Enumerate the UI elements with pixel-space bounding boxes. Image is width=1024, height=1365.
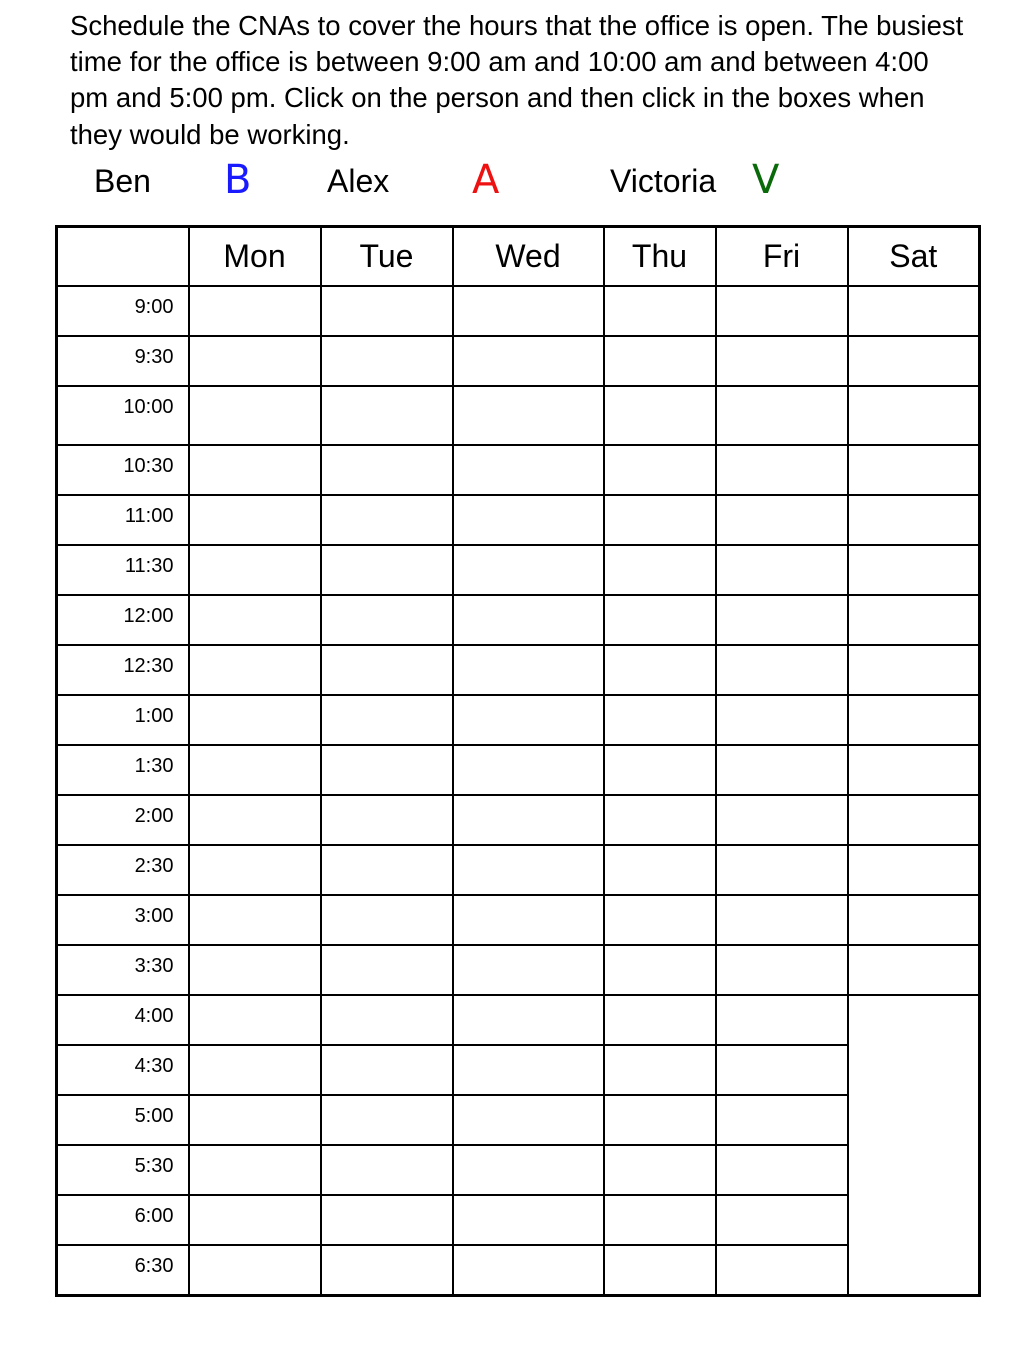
- slot-fri[interactable]: [716, 286, 848, 336]
- instructions-text: Schedule the CNAs to cover the hours that the office is open. The busiest time for the office is between 9:00 am and 10:00 am and between 4:00 pm and 5:00 pm. Click on the person and then click in the boxes when they would be working.: [70, 10, 964, 150]
- time-row: [57, 336, 980, 386]
- slot-sat[interactable]: [848, 495, 980, 545]
- slot-tue[interactable]: [321, 945, 453, 995]
- slot-fri[interactable]: [716, 1095, 848, 1145]
- slot-thu[interactable]: [604, 945, 716, 995]
- slot-fri[interactable]: [716, 795, 848, 845]
- time-row: [57, 895, 980, 945]
- time-label: 11:30: [57, 545, 189, 595]
- slot-sat[interactable]: [848, 445, 980, 495]
- time-label: 4:00: [57, 995, 189, 1045]
- slot-mon[interactable]: [189, 695, 321, 745]
- time-label: 5:30: [57, 1145, 189, 1195]
- slot-mon[interactable]: [189, 1095, 321, 1145]
- slot-sat[interactable]: [848, 745, 980, 795]
- slot-fri[interactable]: [716, 445, 848, 495]
- slot-thu[interactable]: [604, 445, 716, 495]
- slot-fri[interactable]: [716, 495, 848, 545]
- slot-mon[interactable]: [189, 945, 321, 995]
- slot-mon[interactable]: [189, 895, 321, 945]
- time-label: 3:00: [57, 895, 189, 945]
- day-header-sat: Sat: [848, 227, 980, 286]
- slot-fri[interactable]: [716, 1145, 848, 1195]
- slot-fri[interactable]: [716, 386, 848, 445]
- slot-tue[interactable]: [321, 1045, 453, 1095]
- time-label: 6:30: [57, 1245, 189, 1296]
- time-row: [57, 795, 980, 845]
- time-row: [57, 495, 980, 545]
- slot-tue[interactable]: [321, 1195, 453, 1245]
- slot-tue[interactable]: [321, 795, 453, 845]
- marker-b-ben[interactable]: B: [224, 157, 252, 203]
- slot-fri[interactable]: [716, 1045, 848, 1095]
- slot-sat[interactable]: [848, 645, 980, 695]
- day-header-thu: Thu: [604, 227, 716, 286]
- time-label: 9:00: [57, 286, 189, 336]
- slot-tue[interactable]: [321, 1095, 453, 1145]
- slot-mon[interactable]: [189, 1245, 321, 1296]
- time-label: 4:30: [57, 1045, 189, 1095]
- slot-fri[interactable]: [716, 945, 848, 995]
- time-row: [57, 945, 980, 995]
- slot-wed[interactable]: [453, 1145, 604, 1195]
- header-corner-cell: [57, 227, 189, 286]
- slot-thu[interactable]: [604, 695, 716, 745]
- time-label: 2:00: [57, 795, 189, 845]
- time-row: [57, 1245, 980, 1296]
- slot-wed[interactable]: [453, 1045, 604, 1095]
- slot-tue[interactable]: [321, 645, 453, 695]
- slot-fri[interactable]: [716, 645, 848, 695]
- slot-tue[interactable]: [321, 445, 453, 495]
- slot-wed[interactable]: [453, 945, 604, 995]
- slot-mon[interactable]: [189, 495, 321, 545]
- slot-fri[interactable]: [716, 336, 848, 386]
- slot-thu[interactable]: [604, 845, 716, 895]
- time-row: [57, 995, 980, 1045]
- slot-thu[interactable]: [604, 1145, 716, 1195]
- slot-mon[interactable]: [189, 336, 321, 386]
- time-row: [57, 1145, 980, 1195]
- slot-wed[interactable]: [453, 845, 604, 895]
- slot-wed[interactable]: [453, 386, 604, 445]
- slot-tue[interactable]: [321, 545, 453, 595]
- slot-sat[interactable]: [848, 845, 980, 895]
- slot-mon[interactable]: [189, 645, 321, 695]
- slot-wed[interactable]: [453, 286, 604, 336]
- slot-fri[interactable]: [716, 695, 848, 745]
- slot-mon[interactable]: [189, 545, 321, 595]
- slot-wed[interactable]: [453, 695, 604, 745]
- marker-a-alex[interactable]: A: [472, 157, 500, 203]
- slot-tue[interactable]: [321, 995, 453, 1045]
- slot-thu[interactable]: [604, 595, 716, 645]
- header-row: [57, 227, 980, 286]
- slot-thu[interactable]: [604, 895, 716, 945]
- schedule-grid: [55, 225, 981, 1297]
- slot-fri[interactable]: [716, 1195, 848, 1245]
- time-label: 12:00: [57, 595, 189, 645]
- slot-thu[interactable]: [604, 1095, 716, 1145]
- time-row: [57, 845, 980, 895]
- slot-mon[interactable]: [189, 795, 321, 845]
- slot-wed[interactable]: [453, 1245, 604, 1296]
- slot-thu[interactable]: [604, 1245, 716, 1296]
- slot-sat[interactable]: [848, 286, 980, 336]
- slot-fri[interactable]: [716, 995, 848, 1045]
- slot-wed[interactable]: [453, 895, 604, 945]
- slot-mon[interactable]: [189, 745, 321, 795]
- time-row: [57, 286, 980, 336]
- slot-mon[interactable]: [189, 386, 321, 445]
- day-header-fri: Fri: [716, 227, 848, 286]
- time-label: 9:30: [57, 336, 189, 386]
- slot-fri[interactable]: [716, 845, 848, 895]
- slot-tue[interactable]: [321, 286, 453, 336]
- slot-fri[interactable]: [716, 595, 848, 645]
- time-label: 2:30: [57, 845, 189, 895]
- slot-tue[interactable]: [321, 495, 453, 545]
- slot-mon[interactable]: [189, 845, 321, 895]
- slot-sat[interactable]: [848, 595, 980, 645]
- slot-wed[interactable]: [453, 1095, 604, 1145]
- slot-wed[interactable]: [453, 445, 604, 495]
- slot-thu[interactable]: [604, 336, 716, 386]
- time-label: 1:00: [57, 695, 189, 745]
- slot-wed[interactable]: [453, 545, 604, 595]
- time-label: 3:30: [57, 945, 189, 995]
- slot-fri[interactable]: [716, 545, 848, 595]
- slot-fri[interactable]: [716, 1245, 848, 1296]
- marker-v-victoria[interactable]: V: [752, 157, 780, 203]
- time-label: 11:00: [57, 495, 189, 545]
- slot-wed[interactable]: [453, 645, 604, 695]
- slot-thu[interactable]: [604, 745, 716, 795]
- day-header-wed: Wed: [453, 227, 604, 286]
- slot-thu[interactable]: [604, 545, 716, 595]
- time-row: [57, 595, 980, 645]
- slot-mon[interactable]: [189, 1145, 321, 1195]
- time-row: [57, 645, 980, 695]
- slot-thu[interactable]: [604, 795, 716, 845]
- time-label: 1:30: [57, 745, 189, 795]
- slot-wed[interactable]: [453, 745, 604, 795]
- slot-thu[interactable]: [604, 1195, 716, 1245]
- slot-thu[interactable]: [604, 286, 716, 336]
- slot-wed[interactable]: [453, 595, 604, 645]
- time-row: [57, 1045, 980, 1095]
- slot-tue[interactable]: [321, 1145, 453, 1195]
- slot-fri[interactable]: [716, 895, 848, 945]
- slot-tue[interactable]: [321, 745, 453, 795]
- time-row: [57, 695, 980, 745]
- slot-mon[interactable]: [189, 595, 321, 645]
- person-ben[interactable]: Ben: [94, 163, 151, 199]
- time-label: 10:30: [57, 445, 189, 495]
- slot-wed[interactable]: [453, 495, 604, 545]
- slot-sat[interactable]: [848, 336, 980, 386]
- slot-sat[interactable]: [848, 386, 980, 445]
- person-victoria[interactable]: Victoria: [610, 163, 717, 199]
- slot-thu[interactable]: [604, 495, 716, 545]
- slot-thu[interactable]: [604, 995, 716, 1045]
- slot-mon[interactable]: [189, 1045, 321, 1095]
- time-row: [57, 1095, 980, 1145]
- slot-tue[interactable]: [321, 336, 453, 386]
- slot-wed[interactable]: [453, 1195, 604, 1245]
- time-row: [57, 386, 980, 445]
- slot-tue[interactable]: [321, 386, 453, 445]
- slot-wed[interactable]: [453, 995, 604, 1045]
- person-alex[interactable]: Alex: [327, 163, 390, 199]
- slot-sat[interactable]: [848, 695, 980, 745]
- time-label: 10:00: [57, 386, 189, 445]
- slot-wed[interactable]: [453, 795, 604, 845]
- time-row: [57, 745, 980, 795]
- slot-thu[interactable]: [604, 645, 716, 695]
- slot-sat[interactable]: [848, 895, 980, 945]
- slot-mon[interactable]: [189, 445, 321, 495]
- slot-tue[interactable]: [321, 845, 453, 895]
- time-row: [57, 445, 980, 495]
- slot-thu[interactable]: [604, 386, 716, 445]
- slot-mon[interactable]: [189, 1195, 321, 1245]
- day-header-mon: Mon: [189, 227, 321, 286]
- slot-tue[interactable]: [321, 895, 453, 945]
- slot-sat[interactable]: [848, 945, 980, 995]
- slot-tue[interactable]: [321, 695, 453, 745]
- slot-thu[interactable]: [604, 1045, 716, 1095]
- time-label: 5:00: [57, 1095, 189, 1145]
- time-row: [57, 1195, 980, 1245]
- slot-tue[interactable]: [321, 1245, 453, 1296]
- slot-sat[interactable]: [848, 545, 980, 595]
- time-label: 12:30: [57, 645, 189, 695]
- slot-wed[interactable]: [453, 336, 604, 386]
- slot-sat[interactable]: [848, 795, 980, 845]
- slot-fri[interactable]: [716, 745, 848, 795]
- time-row: [57, 545, 980, 595]
- slot-tue[interactable]: [321, 595, 453, 645]
- day-header-tue: Tue: [321, 227, 453, 286]
- sat-closed-area: [848, 995, 980, 1296]
- slot-mon[interactable]: [189, 286, 321, 336]
- slot-mon[interactable]: [189, 995, 321, 1045]
- time-label: 6:00: [57, 1195, 189, 1245]
